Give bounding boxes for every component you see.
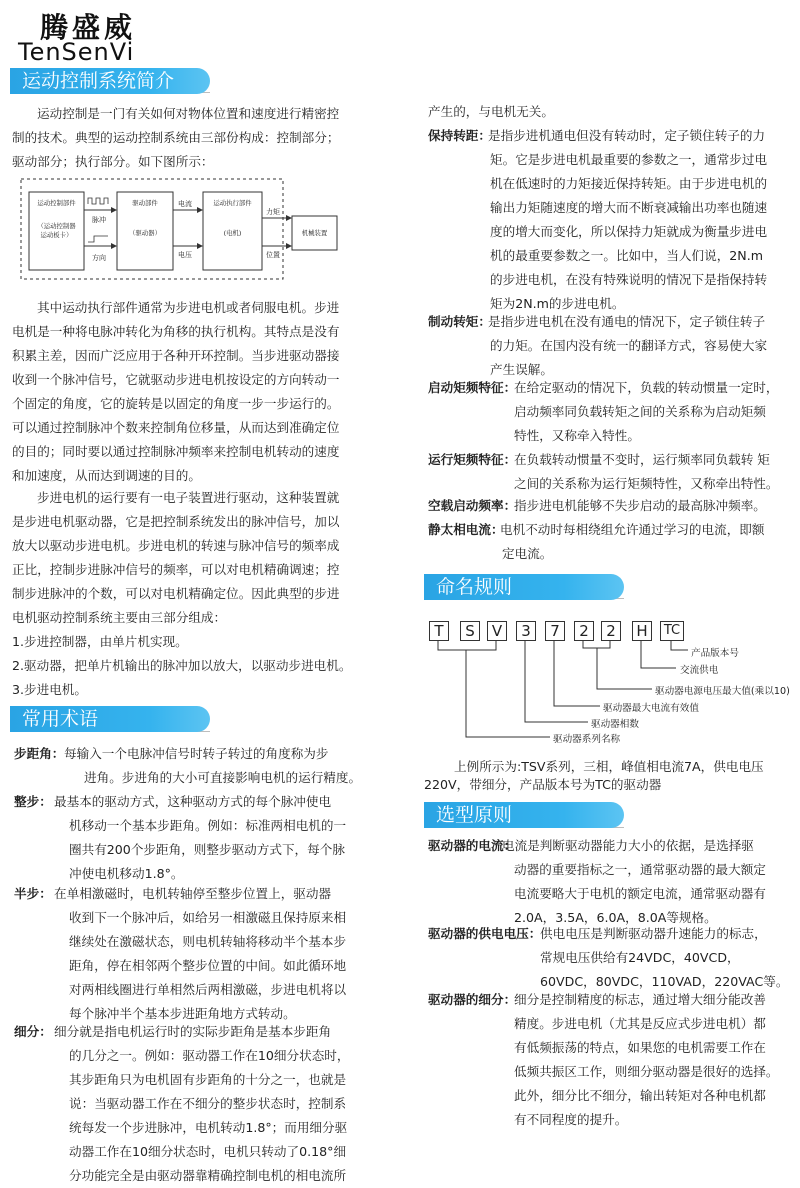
term-line: 说：当驱动器工作在不细分的整步状态时，控制系 [69, 1096, 347, 1111]
term-label: 运行矩频特征： [428, 452, 517, 467]
term-line: 产生的，与电机无关。 [428, 104, 554, 119]
term-line: 电机不动时每相绕组允许通过学习的电流，即额 [500, 522, 765, 537]
text-line: 制步进脉冲的个数，可以对电机精确定位。因此典型的步进 [12, 586, 340, 601]
term-line: 细分就是指电机运行时的实际步距角是基本步距角 [54, 1024, 332, 1039]
select-driver-current [428, 834, 798, 930]
term-line: 的力矩。在国内没有统一的翻译方式，容易使大家 [490, 338, 768, 353]
term-label: 整步： [14, 794, 52, 809]
term-line: 在给定驱动的情况下，负载的转动惯量一定时， [514, 380, 779, 395]
box2-line1: 驱动部件 [132, 199, 158, 207]
term-line: 供电电压是判断驱动器升速能力的标志， [540, 926, 767, 941]
term-line: 在负载转动惯量不变时，运行频率同负载转 矩 [514, 452, 770, 467]
naming-label-ac: 交流供电 [680, 665, 719, 676]
term-line: 细分是控制精度的标志，通过增大细分能改善 [514, 992, 766, 1007]
connector-series-bracket [438, 641, 496, 650]
term-label: 驱动器的细分： [428, 992, 517, 1007]
term-label: 空载启动频率： [428, 498, 517, 513]
sig-voltage: 电压 [178, 251, 192, 259]
text-line: 的目的；同时要以通过控制脉冲频率来控制电机转动的速度 [12, 444, 340, 459]
connector-phase [525, 641, 588, 722]
name-char-H: H [632, 621, 652, 641]
text-line: 放大以驱动步进电机。步进电机的转速与脉冲信号的频率成 [12, 538, 340, 553]
box4-label: 机械装置 [301, 229, 328, 237]
term-label: 驱动器的电流： [428, 838, 517, 853]
logo-cn: 腾盛威 [40, 11, 137, 44]
term-line: 是指步进机通电但没有转动时，定子锁住转子的力 [488, 128, 766, 143]
naming-label-version: 产品版本号 [691, 648, 739, 659]
term-line: 精度。步进电机（尤其是反应式步进电机）都 [514, 1016, 766, 1031]
section-title-intro: 运动控制系统简介 [10, 68, 210, 94]
term-line: 是指步进电机在没有通电的情况下，定子锁住转子 [488, 314, 766, 329]
name-char-phase: 3 [516, 621, 536, 641]
term-line: 统每发一个步进脉冲，电机转动1.8°；而用细分驱 [69, 1120, 348, 1135]
naming-label-series: 驱动器系列名称 [553, 734, 621, 745]
term-line: 电流要略大于电机的额定电流，通常驱动器有 [514, 886, 766, 901]
text-line: 运动控制是一门有关如何对物体位置和速度进行精密控 [37, 106, 340, 121]
name-char-S: S [460, 621, 480, 641]
term-line: 距角，停在相邻两个整步位置的中间。如此循环地 [69, 958, 347, 973]
box1-line3: 运动板卡） [40, 231, 73, 239]
list-item: 1.步进控制器，由单片机实现。 [12, 634, 188, 649]
sig-position: 位置 [266, 251, 280, 259]
box3-line2: (电机) [223, 229, 242, 237]
term-line: 定电流。 [502, 546, 553, 561]
term-line: 常规电压供给有24VDC，40VCD， [540, 950, 740, 965]
naming-label-current: 驱动器最大电流有效值 [603, 703, 699, 714]
term-line: 产生误解。 [490, 362, 553, 377]
term-line: 继续处在激磁状态，则电机转轴将移动半个基本步 [69, 934, 347, 949]
term-line: 对两相线圈进行单相然后两相激磁，步进电机将以 [69, 982, 347, 997]
term-line: 低频共振区工作，则细分驱动器是很好的选择。 [514, 1064, 779, 1079]
term-line: 输出力矩随速度的增大而不断衰减输出功率也随速 [490, 200, 768, 215]
naming-label-voltage: 驱动器电源电压最大值(乘以10) [655, 686, 790, 697]
term-line: 在单相激磁时，电机转轴停至整步位置上，驱动器 [54, 886, 332, 901]
term-line: 机的最重要参数之一。比如中，当人们说，2N.m [490, 248, 763, 263]
term-line: 矩。它是步进电机最重要的参数之一，通常步过电 [490, 152, 768, 167]
term-line: 收到下一个脉冲后，如给另一相激磁且保持原来相 [69, 910, 347, 925]
text-line: 上例所示为:TSV系列，三相，峰值相电流7A，供电电压 [454, 759, 764, 774]
term-line: 动器工作在10细分状态时，电机只转动了0.18°细 [69, 1144, 347, 1159]
logo-en: TenSenVi [18, 38, 135, 66]
select-microstep [428, 988, 798, 1132]
term-line: 指步进电机能够不失步启动的最高脉冲频率。 [514, 498, 766, 513]
text-line: 可以通过控制脉冲个数来控制角位移量，从而达到准确定位 [12, 420, 340, 435]
box1-line1: 运动控制部件 [37, 199, 76, 207]
text-line: 220V，带细分，产品版本号为TC的驱动器 [424, 777, 662, 792]
term-label: 制动转矩： [428, 314, 491, 329]
term-line: 每输入一个电脉冲信号时转子转过的角度称为步 [64, 746, 329, 761]
text-line: 积累主差，因而广泛应用于各种开环控制。当步进驱动器接 [12, 348, 340, 363]
term-label: 静太相电流： [428, 522, 504, 537]
connector-version [671, 641, 688, 650]
sig-pulse: 脉冲 [92, 216, 106, 224]
name-char-voltage-1: 2 [574, 621, 594, 641]
connector-current [554, 641, 600, 706]
list-item: 3.步进电机。 [12, 682, 87, 697]
term-line: 分功能完全是由驱动器靠精确控制电机的相电流所 [69, 1168, 347, 1183]
section-title-select: 选型原则 [424, 802, 624, 828]
name-char-TC: TC [660, 621, 684, 641]
text-line: 其中运动执行部件通常为步进电机或者伺服电机。步进 [37, 300, 340, 315]
text-line: 和加速度，从而达到调速的目的。 [12, 468, 201, 483]
connector-series [466, 650, 550, 737]
term-line: 此外，细分比不细分，输出转矩对各种电机都 [514, 1088, 766, 1103]
term-label: 细分： [14, 1024, 52, 1039]
term-microstep [14, 1020, 394, 1188]
term-label: 步距角： [14, 746, 65, 761]
term-line: 电流是判断驱动器能力大小的依据，是选择驱 [502, 838, 754, 853]
text-line: 收到一个脉冲信号，它就驱动步进电机按设定的方向转动一 [12, 372, 340, 387]
term-line: 有不同程度的提升。 [514, 1112, 628, 1127]
box2-line2: （驱动器） [129, 229, 161, 237]
box1-line2: （运动控制器 [37, 222, 76, 230]
name-char-V: V [487, 621, 507, 641]
sig-current: 电流 [178, 200, 192, 208]
term-line: 度的增大而变化，所以保持力矩就成为衡量步进电 [490, 224, 768, 239]
naming-example [424, 758, 794, 794]
term-label: 保持转距： [428, 128, 491, 143]
text-line: 是步进电机驱动器，它是把控制系统发出的脉冲信号，加以 [12, 514, 340, 529]
text-line: 步进电机的运行要有一电子装置进行驱动，这种装置就 [37, 490, 340, 505]
naming-label-phase: 驱动器相数 [591, 719, 639, 730]
term-line: 冲使电机移动1.8°。 [69, 866, 184, 881]
term-half-step [14, 882, 394, 1026]
term-line: 其步距角只为电机固有步距角的十分之一，也就是 [69, 1072, 347, 1087]
term-line: 2.0A，3.5A，6.0A，8.0A等规格。 [514, 910, 717, 925]
term-line: 机移动一个基本步距角。例如：标准两相电机的一 [69, 818, 347, 833]
term-line: 机在低速时的力矩接近保持转矩。由于步进电机的 [490, 176, 768, 191]
term-line: 最基本的驱动方式，这种驱动方式的每个脉冲使电 [54, 794, 332, 809]
term-label: 驱动器的供电电压： [428, 926, 542, 941]
text-line: 制的技术。典型的运动控制系统由三部份构成：控制部分； [12, 130, 340, 145]
term-line: 启动频率同负载转矩之间的关系称为启动矩频 [514, 404, 766, 419]
box3-line1: 运动执行部件 [213, 199, 252, 207]
term-line: 60VDC，80VDC，110VAD，220VAC等。 [540, 974, 789, 989]
term-line: 特性，又称牵入特性。 [514, 428, 640, 443]
text-line: 电机驱动控制系统主要由三部分组成： [12, 610, 227, 625]
sig-dir: 方向 [92, 254, 106, 262]
list-item: 2.驱动器，把单片机输出的脉冲加以放大，以驱动步进电机。 [12, 658, 352, 673]
term-line: 矩为2N.m的步进电机。 [490, 296, 625, 311]
section-title-naming: 命名规则 [424, 574, 624, 600]
text-line: 正比，控制步进脉冲信号的频率，可以对电机精确调速；控 [12, 562, 340, 577]
term-line: 圈共有200个步距角，则整步驱动方式下，每个脉 [69, 842, 345, 857]
name-char-voltage-2: 2 [601, 621, 621, 641]
text-line: 电机是一种将电脉冲转化为角移的执行机构。其特点是没有 [12, 324, 340, 339]
term-label: 半步： [14, 886, 52, 901]
term-label: 启动矩频特征： [428, 380, 517, 395]
section-title-terms: 常用术语 [10, 706, 210, 732]
name-char-current: 7 [545, 621, 565, 641]
sig-torque: 力矩 [266, 208, 280, 216]
term-line: 有低频振荡的特点，如果您的电机需要工作在 [514, 1040, 766, 1055]
connector-voltage-bracket [583, 641, 610, 648]
term-line: 动器的重要指标之一，通常驱动器的最大额定 [514, 862, 766, 877]
name-char-T: T [429, 621, 449, 641]
term-full-step [14, 790, 394, 886]
term-line: 之间的关系称为运行矩频特性，又称牵出特性。 [514, 476, 779, 491]
text-line: 个固定的角度，它的旋转是以固定的角度一步一步运行的。 [12, 396, 340, 411]
select-supply-voltage [428, 922, 798, 994]
term-line: 进角。步进角的大小可直接影响电机的运行精度。 [84, 770, 362, 785]
term-line: 的步进电机，在没有特殊说明的情况下是指保持转 [490, 272, 768, 287]
term-line: 的几分之一。例如：驱动器工作在10细分状态时， [69, 1048, 350, 1063]
text-line: 驱动部分；执行部分。如下图所示： [12, 154, 214, 169]
term-line: 每个脉冲半个基本步进距角地方式转动。 [69, 1006, 296, 1021]
